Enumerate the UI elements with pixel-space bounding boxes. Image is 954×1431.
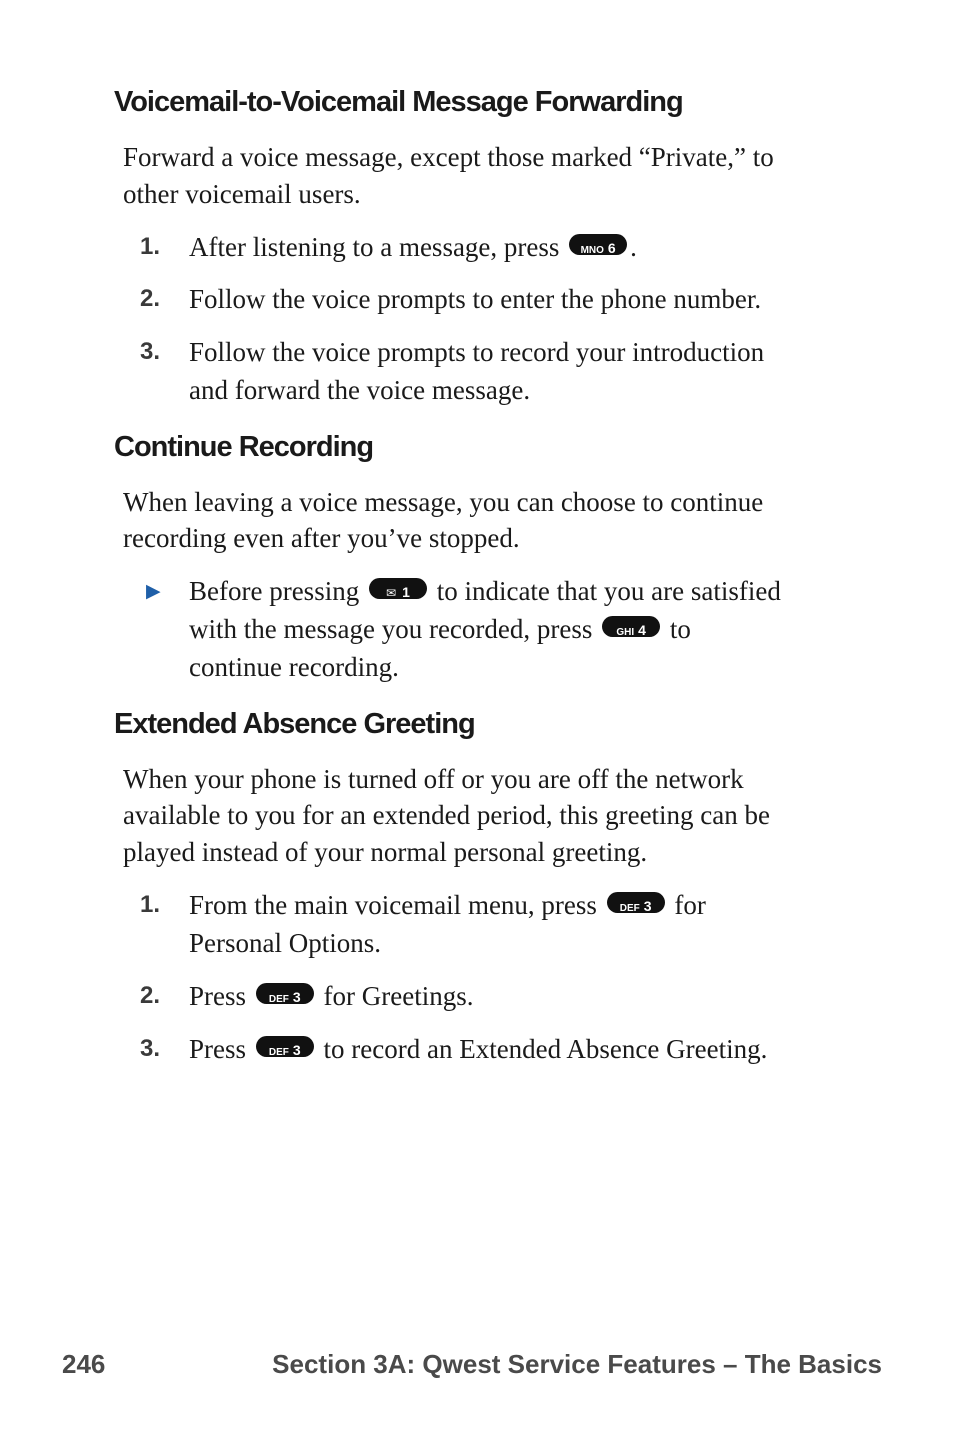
continue-intro-line-2: recording even after you’ve stopped.: [123, 523, 520, 553]
forwarding-intro-line-1: Forward a voice message, except those marked “Private,” to: [123, 142, 774, 172]
key-6-icon: MNO 6: [569, 234, 627, 255]
key-3-icon: DEF 3: [256, 983, 314, 1004]
step-text-line-2: Personal Options.: [189, 928, 381, 958]
step-number: 2.: [140, 285, 161, 312]
page-number: 246: [62, 1349, 106, 1379]
step-text-line-1: Follow the voice prompts to record your introduction: [189, 337, 765, 367]
key-1-envelope-icon: ✉ 1: [369, 578, 427, 599]
key-3-icon: DEF 3: [607, 892, 665, 913]
key-4-icon: GHI 4: [602, 616, 660, 637]
continue-intro-line-1: When leaving a voice message, you can choose to continue: [123, 487, 764, 517]
absence-intro-line-1: When your phone is turned off or you are off the network: [123, 764, 744, 794]
step-number: 1.: [140, 891, 161, 918]
step-text: Press: [189, 1034, 247, 1064]
footer-section-title: Section 3A: Qwest Service Features – The Basics: [272, 1349, 882, 1379]
bullet-text-line-2: with the message you recorded, press: [189, 614, 593, 644]
step-text-end: to record an Extended Absence Greeting.: [323, 1034, 768, 1064]
step-text-line-2: and forward the voice message.: [189, 375, 531, 405]
key-3-icon: DEF 3: [256, 1036, 314, 1057]
step-text: From the main voicemail menu, press: [189, 890, 597, 920]
heading-extended-absence: Extended Absence Greeting: [114, 708, 475, 740]
step-text: Press: [189, 981, 247, 1011]
step-text-end: for Greetings.: [323, 981, 474, 1011]
heading-continue-recording: Continue Recording: [114, 431, 374, 463]
bullet-text: Before pressing: [189, 576, 360, 606]
envelope-icon: ✉: [386, 586, 397, 600]
absence-intro-line-3: played instead of your normal personal greeting.: [123, 837, 648, 867]
bullet-text-line-2-end: to: [669, 614, 691, 644]
step-text-end: for: [674, 890, 706, 920]
step-number: 3.: [140, 1035, 161, 1062]
step-text-end: .: [630, 232, 637, 262]
heading-voicemail-forwarding: Voicemail-to-Voicemail Message Forwarding: [114, 86, 683, 118]
forwarding-intro-line-2: other voicemail users.: [123, 179, 361, 209]
step-text: Follow the voice prompts to enter the phone number.: [189, 284, 762, 314]
step-number: 1.: [140, 233, 161, 260]
step-text: After listening to a message, press: [189, 232, 560, 262]
bullet-arrow-icon: ▶: [146, 580, 161, 602]
step-number: 2.: [140, 982, 161, 1009]
bullet-text-mid: to indicate that you are satisfied: [436, 576, 781, 606]
step-number: 3.: [140, 338, 161, 365]
absence-intro-line-2: available to you for an extended period, this greeting can be: [123, 800, 771, 830]
bullet-text-line-3: continue recording.: [189, 652, 399, 682]
